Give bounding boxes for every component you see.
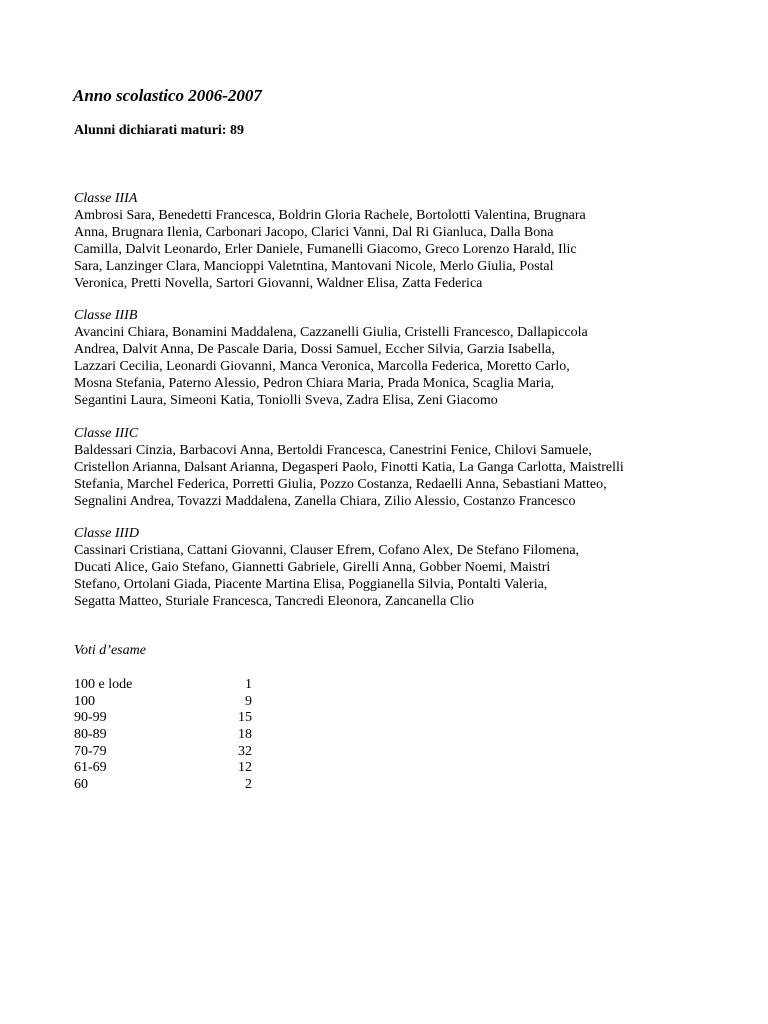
grade-count: 32 [238, 743, 252, 759]
grade-count: 12 [238, 760, 252, 776]
student-list-line: Segantini Laura, Simeoni Katia, Toniolli Sveva, Zadra Elisa, Zeni Giacomo [74, 393, 498, 408]
grade-count: 18 [238, 727, 252, 743]
student-list-line: Anna, Brugnara Ilenia, Carbonari Jacopo, Clarici Vanni, Dal Ri Gianluca, Dalla Bona [74, 225, 554, 240]
grade-range: 100 e lode [74, 677, 133, 692]
grade-range: 90-99 [74, 710, 107, 726]
student-list-line: Baldessari Cinzia, Barbacovi Anna, Bertoldi Francesca, Canestrini Fenice, Chilovi Samuele, [74, 443, 592, 458]
student-list-line: Stefano, Ortolani Giada, Piacente Martina Elisa, Poggianella Silvia, Pontalti Valeria, [74, 577, 548, 592]
grade-row [74, 777, 252, 794]
student-list-line: Ambrosi Sara, Benedetti Francesca, Boldrin Gloria Rachele, Bortolotti Valentina, Brugnara [74, 208, 586, 223]
grade-row [74, 744, 252, 761]
class-heading: Classe IIIA [74, 191, 138, 206]
student-list-line: Camilla, Dalvit Leonardo, Erler Daniele, Fumanelli Giacomo, Greco Lorenzo Harald, Ilic [74, 242, 577, 257]
exam-grades-table [74, 677, 252, 794]
student-list-line: Cassinari Cristiana, Cattani Giovanni, Clauser Efrem, Cofano Alex, De Stefano Filomena, [74, 543, 580, 558]
student-list-line: Stefania, Marchel Federica, Porretti Giulia, Pozzo Costanza, Redaelli Anna, Sebastiani Matteo, [74, 477, 607, 492]
student-list-line: Mosna Stefania, Paterno Alessio, Pedron Chiara Maria, Prada Monica, Scaglia Maria, [74, 376, 555, 391]
student-list-line: Avancini Chiara, Bonamini Maddalena, Cazzanelli Giulia, Cristelli Francesco, Dallapiccola [74, 325, 588, 340]
grade-range: 100 [74, 693, 95, 709]
document-title: Anno scolastico 2006-2007 [73, 86, 262, 105]
student-list-line: Andrea, Dalvit Anna, De Pascale Daria, Dossi Samuel, Eccher Silvia, Garzia Isabella, [74, 342, 555, 357]
student-list-line: Segatta Matteo, Sturiale Francesca, Tancredi Eleonora, Zancanella Clio [74, 594, 474, 609]
student-list-line: Segnalini Andrea, Tovazzi Maddalena, Zanella Chiara, Zilio Alessio, Costanzo Francesco [74, 494, 576, 509]
grade-row [74, 760, 252, 777]
class-heading: Classe IIIB [74, 308, 138, 323]
class-heading: Classe IIID [74, 526, 139, 541]
grade-row [74, 677, 252, 694]
grade-row [74, 710, 252, 727]
grade-row [74, 727, 252, 744]
graduates-summary: Alunni dichiarati maturi: 89 [74, 123, 244, 138]
grade-range: 60 [74, 777, 88, 793]
student-list-line: Lazzari Cecilia, Leonardi Giovanni, Manca Veronica, Marcolla Federica, Moretto Carlo, [74, 359, 570, 374]
grade-count: 2 [245, 777, 252, 793]
class-section-iiib [74, 307, 694, 409]
student-list-line: Ducati Alice, Gaio Stefano, Giannetti Gabriele, Girelli Anna, Gobber Noemi, Maistri [74, 560, 551, 575]
grade-range: 70-79 [74, 743, 107, 759]
grade-range: 61-69 [74, 760, 107, 776]
grade-row [74, 694, 252, 711]
class-section-iiia [74, 190, 694, 292]
class-section-iiic [74, 425, 694, 510]
grade-count: 15 [238, 710, 252, 726]
student-list-line: Cristellon Arianna, Dalsant Arianna, Degasperi Paolo, Finotti Katia, La Ganga Carlotta, Maistrelli [74, 460, 624, 475]
student-list-line: Veronica, Pretti Novella, Sartori Giovanni, Waldner Elisa, Zatta Federica [74, 276, 483, 291]
grade-range: 80-89 [74, 727, 107, 743]
class-heading: Classe IIIC [74, 426, 139, 441]
class-section-iiid [74, 525, 694, 610]
grade-count: 1 [245, 677, 252, 692]
grade-count: 9 [245, 693, 252, 709]
student-list-line: Sara, Lanzinger Clara, Mancioppi Valetntina, Mantovani Nicole, Merlo Giulia, Postal [74, 259, 554, 274]
exam-grades-heading: Voti d’esame [74, 643, 146, 658]
